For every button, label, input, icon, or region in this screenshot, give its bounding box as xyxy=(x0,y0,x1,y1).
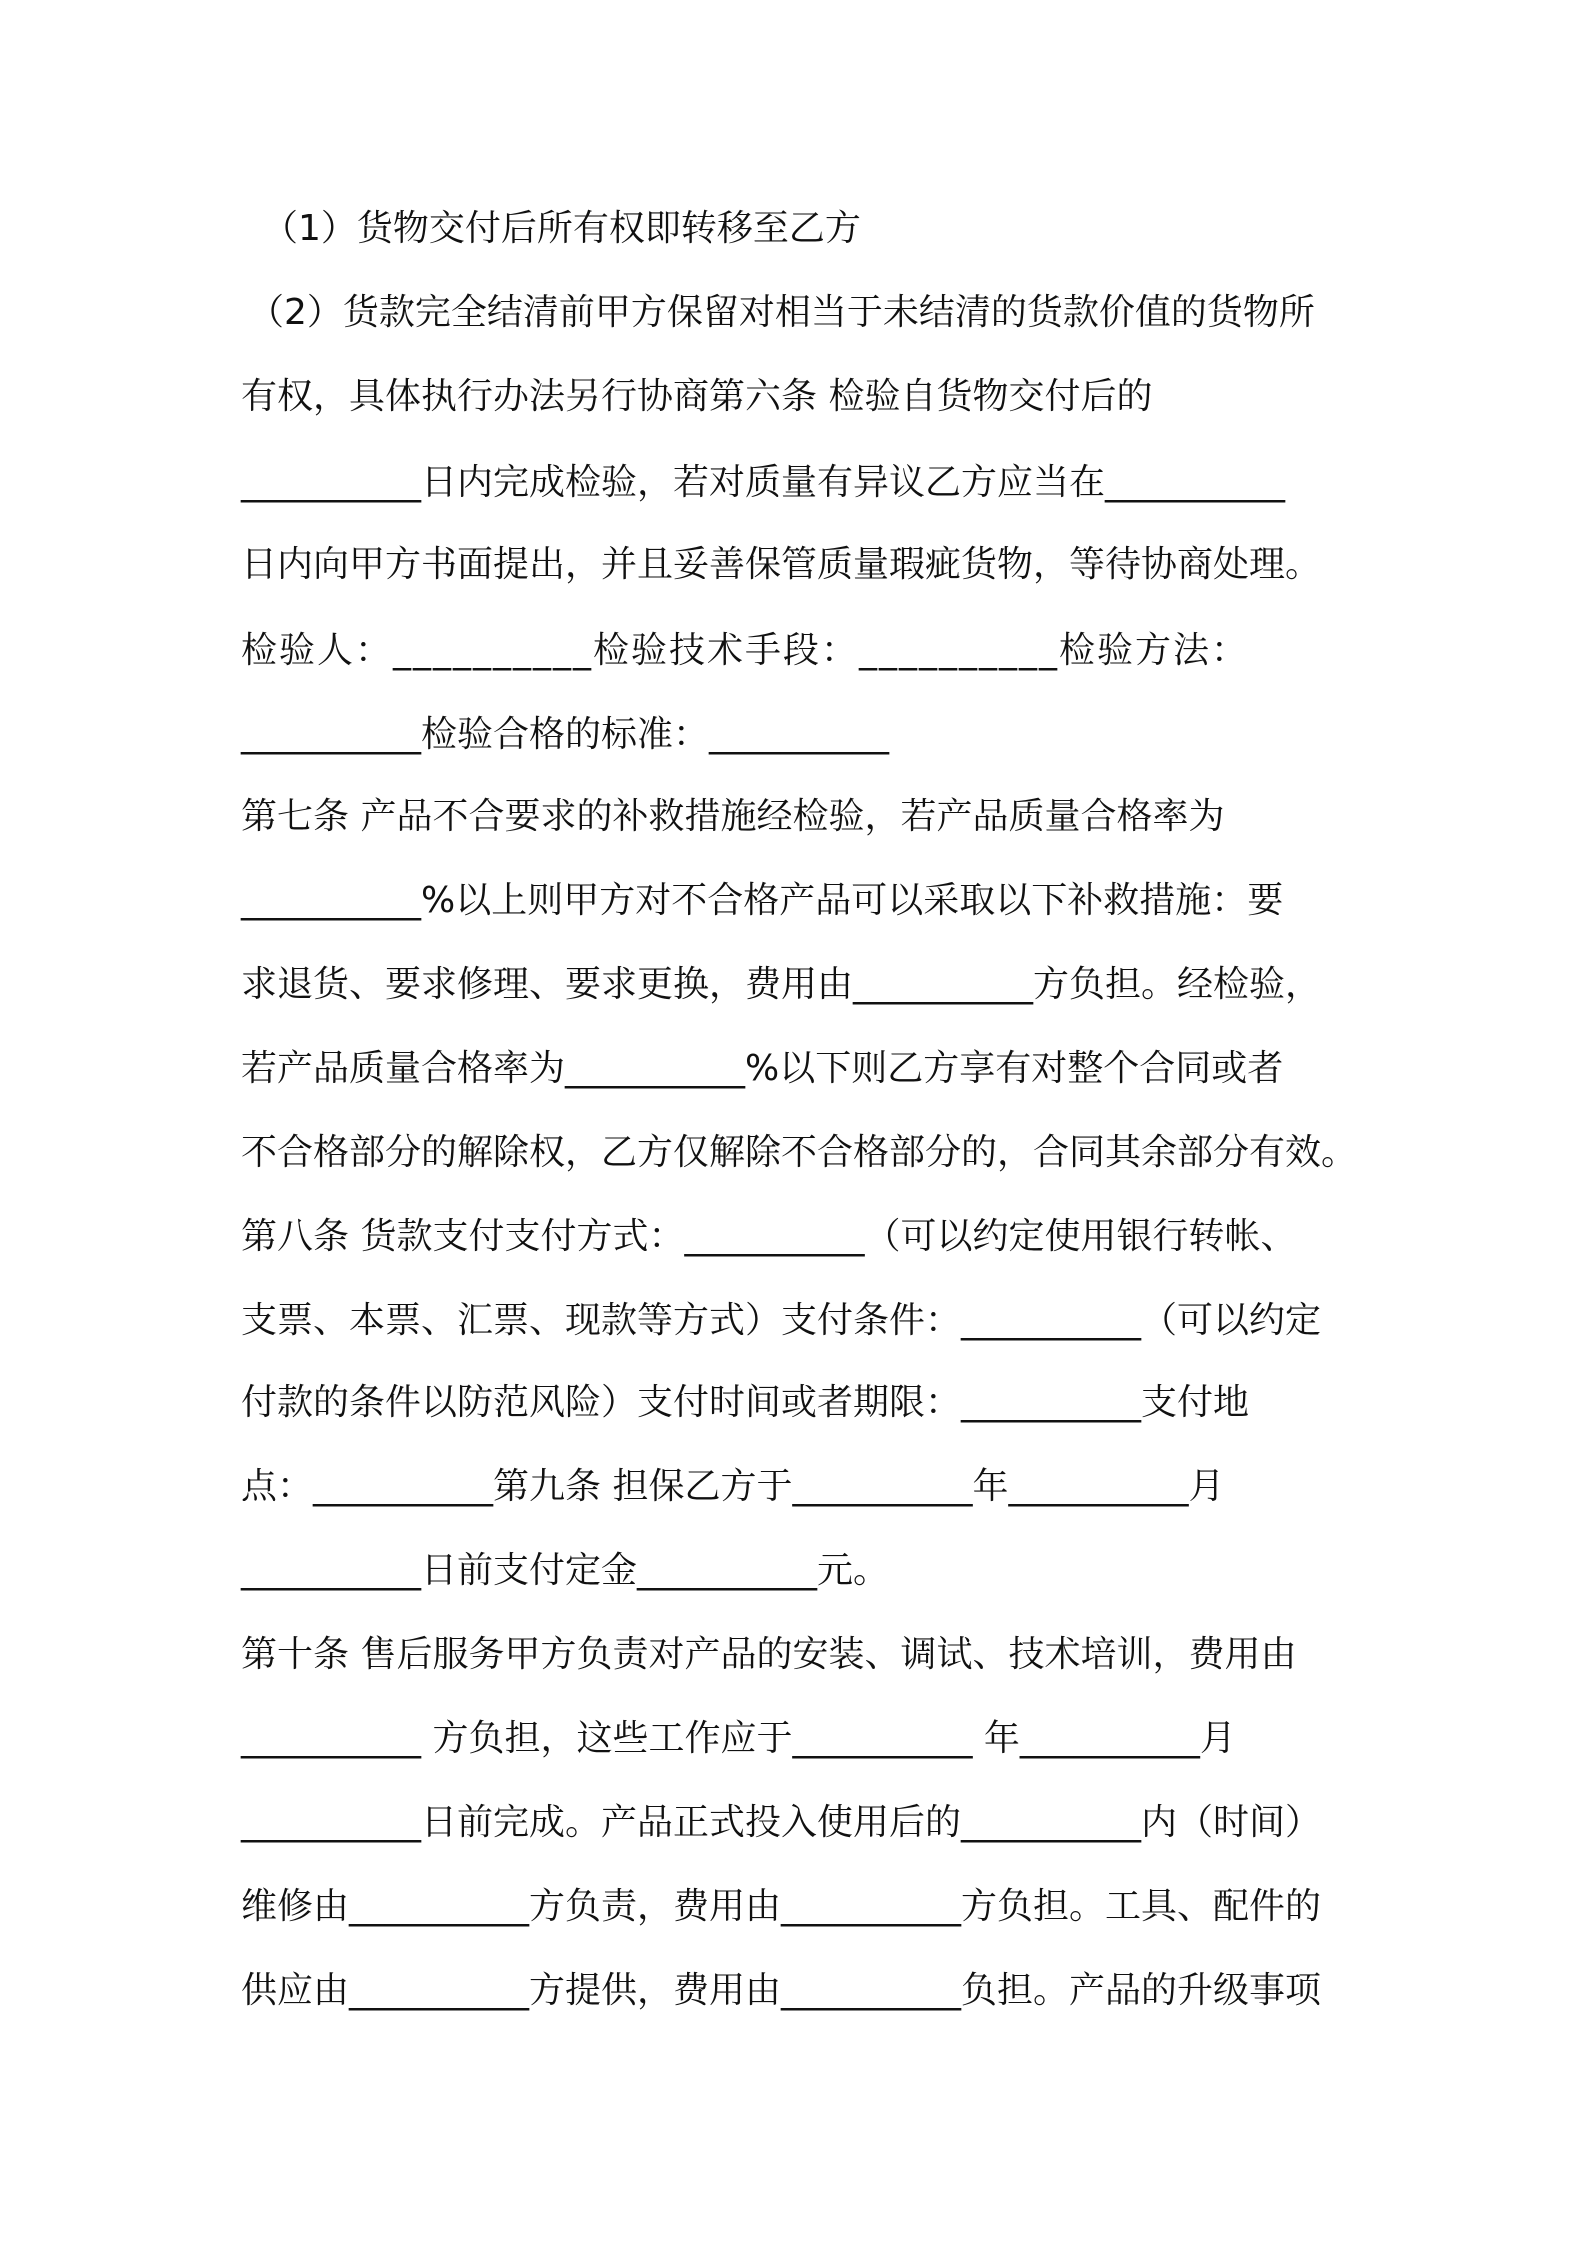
text-line: __________ 方负担，这些工作应于__________ 年__________月 xyxy=(241,1718,1236,1759)
text-line: __________日前支付定金__________元。 xyxy=(241,1550,890,1591)
text-line: （1）货物交付后所有权即转移至乙方 xyxy=(262,208,861,249)
text-line: 日内向甲方书面提出，并且妥善保管质量瑕疵货物，等待协商处理。 xyxy=(241,544,1322,585)
text-line: 供应由__________方提供，费用由__________负担。产品的升级事项 xyxy=(241,1970,1322,2011)
text-line: __________%以上则甲方对不合格产品可以采取以下补救措施：要 xyxy=(241,880,1284,921)
text-line: 第八条 货款支付支付方式：__________（可以约定使用银行转帐、 xyxy=(241,1216,1297,1257)
text-line: 付款的条件以防范风险）支付时间或者期限：__________支付地 xyxy=(241,1382,1250,1423)
text-line: 维修由__________方负责，费用由__________方负担。工具、配件的 xyxy=(241,1886,1322,1927)
text-line: 有权，具体执行办法另行协商第六条 检验自货物交付后的 xyxy=(241,376,1153,417)
text-line: 若产品质量合格率为__________%以下则乙方享有对整个合同或者 xyxy=(241,1048,1284,1089)
text-line: 求退货、要求修理、要求更换，费用由__________方负担。经检验， xyxy=(241,964,1322,1005)
text-line: __________检验合格的标准：__________ xyxy=(241,714,890,755)
text-line: 不合格部分的解除权，乙方仅解除不合格部分的，合同其余部分有效。 xyxy=(241,1132,1358,1173)
text-line: __________日内完成检验，若对质量有异议乙方应当在__________ xyxy=(241,462,1286,503)
text-line: __________日前完成。产品正式投入使用后的__________内（时间） xyxy=(241,1802,1322,1843)
text-line: 第十条 售后服务甲方负责对产品的安装、调试、技术培训，费用由 xyxy=(241,1634,1297,1675)
text-line: 第七条 产品不合要求的补救措施经检验，若产品质量合格率为 xyxy=(241,796,1225,837)
text-line: （2）货款完全结清前甲方保留对相当于未结清的货款价值的货物所 xyxy=(248,292,1315,333)
text-line: 支票、本票、汇票、现款等方式）支付条件：__________（可以约定 xyxy=(241,1300,1322,1341)
text-line: 检验人：__________检验技术手段：__________检验方法： xyxy=(241,630,1250,671)
text-line: 点：__________第九条 担保乙方于__________年__________月 xyxy=(241,1466,1225,1507)
